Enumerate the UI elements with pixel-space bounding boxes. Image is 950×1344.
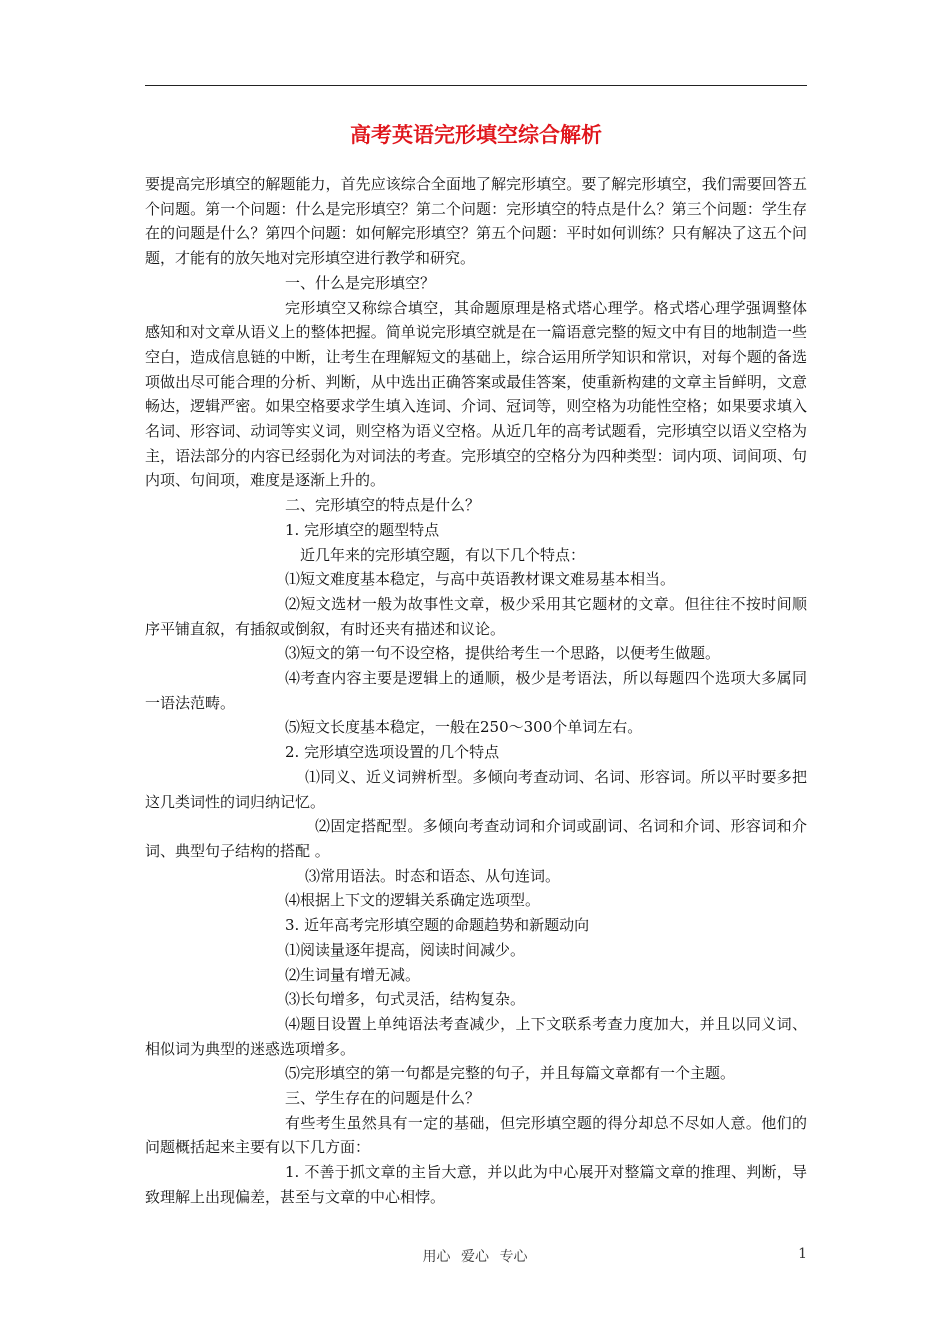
paragraph: ⑸完形填空的第一句都是完整的句子，并且每篇文章都有一个主题。: [285, 1064, 736, 1083]
paragraph: ⑶长句增多，句式灵活，结构复杂。: [285, 990, 526, 1009]
paragraph: ⑵生词量有增无减。: [285, 965, 421, 984]
document-body: [145, 172, 807, 1210]
paragraph: ⑴短文难度基本稳定，与高中英语教材课文难易基本相当。: [285, 570, 676, 589]
footer-text: 用心 爱心 专心: [422, 1249, 528, 1265]
paragraph: ⑷考查内容主要是逻辑上的通顺，极少是考语法，所以每题四个选项大多属同一语法范畴。: [145, 669, 807, 712]
paragraph: 要提高完形填空的解题能力，首先应该综合全面地了解完形填空。要了解完形填空，我们需要回答五个问题。第一个问题：什么是完形填空？第二个问题：完形填空的特点是什么？第三个问题：学生存在的问题是什么？第四个问题：如何解完形填空？第五个问题：平时如何训练？只有解决了这五个问题，才能有的放矢地对完形填空进行教学和研究。: [145, 175, 807, 268]
paragraph: ⑸短文长度基本稳定，一般在250～300个单词左右。: [285, 718, 643, 737]
paragraph: ⑴同义、近义词辨析型。多倾向考查动词、名词、形容词。所以平时要多把这几类词性的词归纳记忆。: [145, 767, 807, 811]
paragraph: 1. 不善于抓文章的主旨大意，并以此为中心展开对整篇文章的推理、判断，导致理解上出现偏差，甚至与文章的中心相悖。: [145, 1163, 807, 1206]
paragraph: ⑶常用语法。时态和语态、从句连词。: [305, 866, 561, 885]
paragraph: ⑴阅读量逐年提高，阅读时间减少。: [285, 940, 526, 959]
paragraph: ⑷题目设置上单纯语法考查减少，上下文联系考查力度加大，并且以同义词、相似词为典型的迷惑选项增多。: [145, 1014, 807, 1058]
paragraph: ⑶短文的第一句不设空格，提供给考生一个思路，以便考生做题。: [285, 644, 721, 663]
paragraph: 完形填空又称综合填空，其命题原理是格式塔心理学。格式塔心理学强调整体感知和对文章从语义上的整体把握。简单说完形填空就是在一篇语意完整的短文中有目的地制造一些空白，造成信息链的中断，让考生在理解短文的基础上，综合运用所学知识和常识，对每个题的备选项做出尽可能合理的分析、判断，从中选出正确答案或最佳答案，使重新构建的文章主旨鲜明，文意畅达，逻辑严密。如果空格要求学生填入连词、介词、冠词等，则空格为功能性空格；如果要求填入名词、形容词、动词等实义词，则空格为语义空格。从近几年的高考试题看，完形填空以语义空格为主，语法部分的内容已经弱化为对词法的考查。完形填空的空格分为四种类型：词内项、词间项、句内项、句间项，难度是逐渐上升的。: [145, 298, 807, 490]
paragraph: 一、什么是完形填空？: [285, 273, 436, 292]
paragraph: 2. 完形填空选项设置的几个特点: [285, 743, 500, 762]
document-title: 高考英语完形填空综合解析: [350, 122, 602, 147]
paragraph: 三、学生存在的问题是什么？: [285, 1089, 481, 1108]
header-rule: [145, 85, 807, 86]
paragraph: 近几年来的完形填空题，有以下几个特点：: [300, 545, 586, 564]
paragraph: ⑷根据上下文的逻辑关系确定选项型。: [285, 891, 541, 910]
paragraph: 1. 完形填空的题型特点: [285, 520, 440, 539]
paragraph: ⑵短文选材一般为故事性文章，极少采用其它题材的文章。但往往不按时间顺序平铺直叙，有插叙或倒叙，有时还夹有描述和议论。: [145, 594, 807, 638]
paragraph: 3. 近年高考完形填空题的命题趋势和新题动向: [285, 916, 590, 935]
paragraph: 二、完形填空的特点是什么？: [285, 496, 481, 515]
paragraph: 有些考生虽然具有一定的基础，但完形填空题的得分却总不尽如人意。他们的问题概括起来主要有以下几方面：: [145, 1113, 807, 1157]
paragraph: ⑵固定搭配型。多倾向考查动词和介词或副词、名词和介词、形容词和介词、典型句子结构的搭配 。: [145, 817, 807, 860]
page-number: 1: [798, 1246, 807, 1262]
